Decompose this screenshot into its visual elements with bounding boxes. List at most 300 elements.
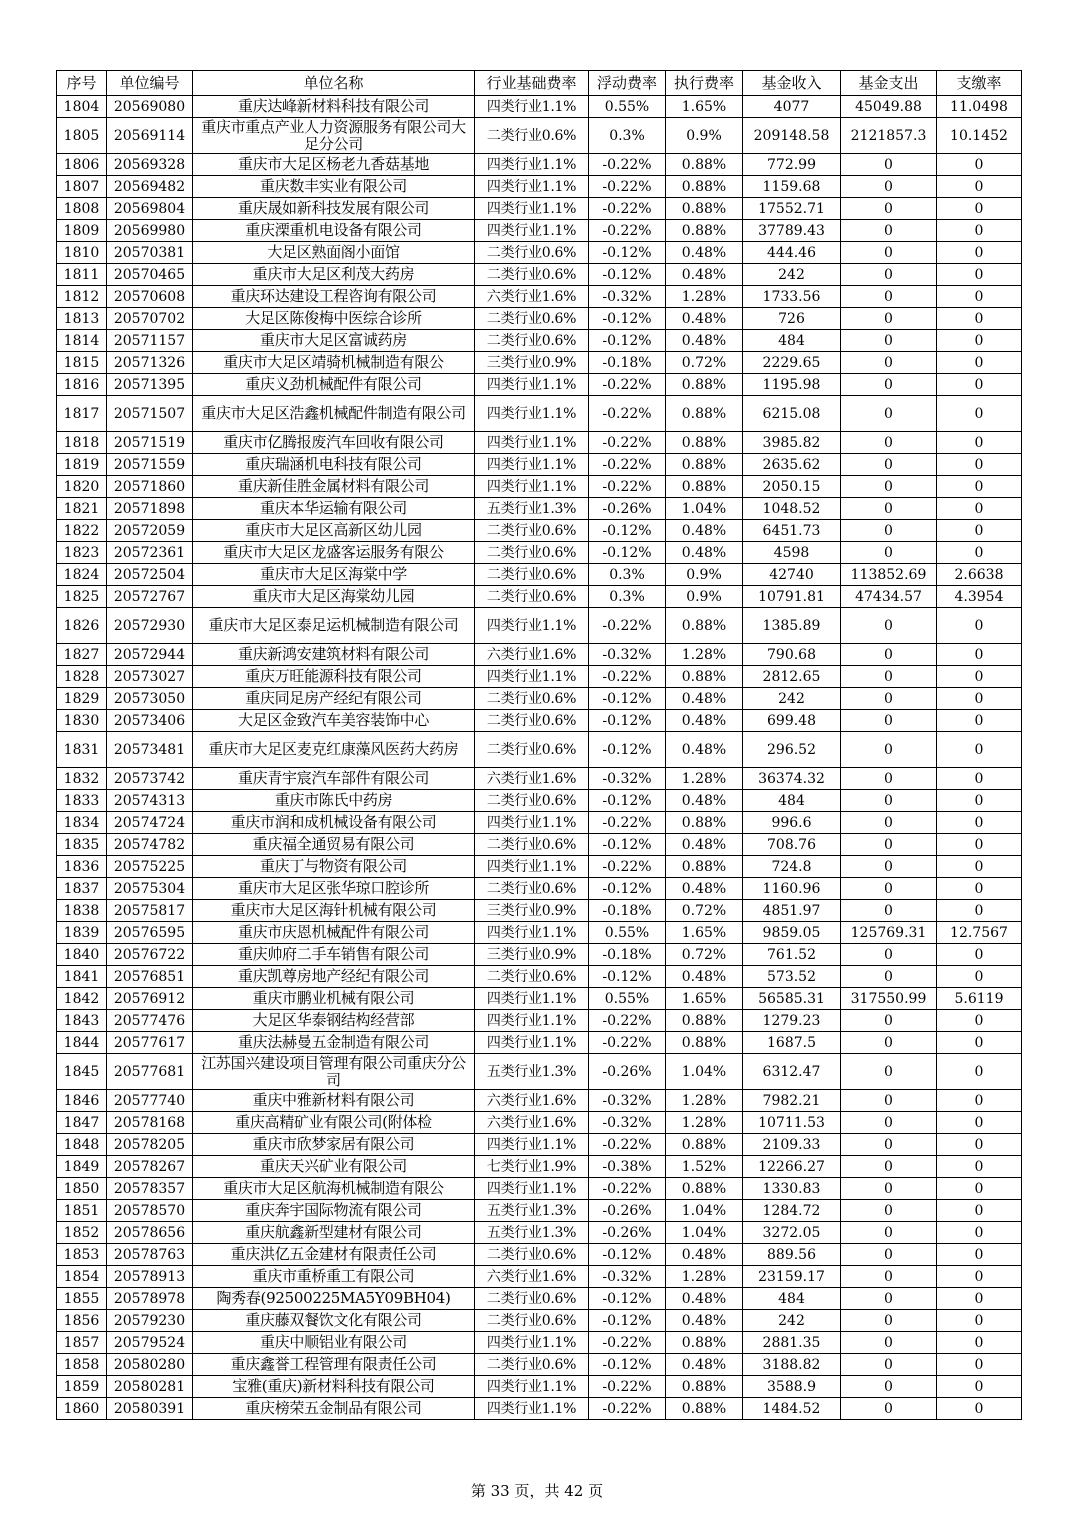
- cell-float-rate: -0.32%: [589, 768, 666, 790]
- cell-unit-code: 20579524: [107, 1332, 193, 1354]
- cell-seq: 1805: [57, 118, 107, 154]
- cell-fund-expense: 0: [841, 1398, 937, 1420]
- cell-seq: 1841: [57, 966, 107, 988]
- cell-float-rate: -0.22%: [589, 1376, 666, 1398]
- cell-payout-ratio: 0: [937, 1244, 1022, 1266]
- cell-unit-name: 重庆市大足区杨老九香菇基地: [193, 154, 475, 176]
- cell-fund-income: 2635.62: [743, 454, 841, 476]
- cell-fund-income: 699.48: [743, 710, 841, 732]
- cell-unit-name: 重庆新佳胜金属材料有限公司: [193, 476, 475, 498]
- cell-float-rate: 0.3%: [589, 118, 666, 154]
- cell-fund-income: 2881.35: [743, 1332, 841, 1354]
- cell-fund-income: 4598: [743, 542, 841, 564]
- cell-fund-expense: 0: [841, 834, 937, 856]
- cell-exec-rate: 1.04%: [666, 1222, 743, 1244]
- cell-float-rate: -0.22%: [589, 198, 666, 220]
- cell-base-rate: 六类行业1.6%: [475, 1090, 589, 1112]
- cell-exec-rate: 1.65%: [666, 96, 743, 118]
- cell-unit-name: 重庆中雅新材料有限公司: [193, 1090, 475, 1112]
- cell-fund-expense: 0: [841, 966, 937, 988]
- cell-exec-rate: 1.28%: [666, 1266, 743, 1288]
- cell-fund-expense: 0: [841, 1054, 937, 1090]
- cell-fund-income: 1279.23: [743, 1010, 841, 1032]
- table-row: [57, 242, 1022, 264]
- cell-seq: 1835: [57, 834, 107, 856]
- cell-unit-name: 重庆奔宇国际物流有限公司: [193, 1200, 475, 1222]
- cell-unit-name: 重庆凯尊房地产经纪有限公司: [193, 966, 475, 988]
- cell-fund-expense: 0: [841, 812, 937, 834]
- cell-unit-name: 重庆市大足区海棠中学: [193, 564, 475, 586]
- cell-fund-income: 726: [743, 308, 841, 330]
- cell-seq: 1816: [57, 374, 107, 396]
- cell-fund-income: 42740: [743, 564, 841, 586]
- fund-table: [56, 70, 1022, 1420]
- cell-base-rate: 四类行业1.1%: [475, 1010, 589, 1032]
- table-row: [57, 856, 1022, 878]
- cell-seq: 1847: [57, 1112, 107, 1134]
- cell-exec-rate: 0.48%: [666, 966, 743, 988]
- cell-seq: 1838: [57, 900, 107, 922]
- cell-base-rate: 二类行业0.6%: [475, 586, 589, 608]
- cell-seq: 1842: [57, 988, 107, 1010]
- cell-base-rate: 六类行业1.6%: [475, 644, 589, 666]
- cell-unit-code: 20574313: [107, 790, 193, 812]
- cell-unit-code: 20577617: [107, 1032, 193, 1054]
- cell-base-rate: 二类行业0.6%: [475, 688, 589, 710]
- cell-fund-expense: 0: [841, 352, 937, 374]
- cell-unit-code: 20578978: [107, 1288, 193, 1310]
- cell-unit-code: 20579230: [107, 1310, 193, 1332]
- cell-payout-ratio: 0: [937, 1222, 1022, 1244]
- cell-exec-rate: 1.28%: [666, 1090, 743, 1112]
- cell-float-rate: -0.22%: [589, 154, 666, 176]
- cell-float-rate: -0.32%: [589, 286, 666, 308]
- cell-unit-name: 重庆数丰实业有限公司: [193, 176, 475, 198]
- cell-seq: 1821: [57, 498, 107, 520]
- cell-base-rate: 五类行业1.3%: [475, 1222, 589, 1244]
- table-row: [57, 710, 1022, 732]
- cell-fund-expense: 0: [841, 710, 937, 732]
- cell-seq: 1858: [57, 1354, 107, 1376]
- cell-unit-code: 20572930: [107, 608, 193, 644]
- cell-fund-income: 3272.05: [743, 1222, 841, 1244]
- table-row: [57, 1398, 1022, 1420]
- cell-exec-rate: 0.88%: [666, 1398, 743, 1420]
- cell-float-rate: -0.22%: [589, 476, 666, 498]
- cell-fund-income: 3188.82: [743, 1354, 841, 1376]
- cell-seq: 1807: [57, 176, 107, 198]
- table-row: [57, 834, 1022, 856]
- table-row: [57, 308, 1022, 330]
- cell-fund-income: 996.6: [743, 812, 841, 834]
- cell-unit-name: 重庆新鸿安建筑材料有限公司: [193, 644, 475, 666]
- cell-unit-name: 重庆市大足区富诚药房: [193, 330, 475, 352]
- cell-unit-code: 20580281: [107, 1376, 193, 1398]
- cell-base-rate: 四类行业1.1%: [475, 220, 589, 242]
- cell-base-rate: 四类行业1.1%: [475, 198, 589, 220]
- cell-float-rate: -0.26%: [589, 1054, 666, 1090]
- cell-float-rate: -0.12%: [589, 966, 666, 988]
- cell-seq: 1817: [57, 396, 107, 432]
- cell-fund-expense: 0: [841, 1032, 937, 1054]
- cell-unit-code: 20576722: [107, 944, 193, 966]
- cell-unit-name: 大足区陈俊梅中医综合诊所: [193, 308, 475, 330]
- cell-seq: 1857: [57, 1332, 107, 1354]
- cell-payout-ratio: 0: [937, 1266, 1022, 1288]
- cell-payout-ratio: 0: [937, 1134, 1022, 1156]
- cell-fund-expense: 0: [841, 374, 937, 396]
- cell-seq: 1806: [57, 154, 107, 176]
- cell-exec-rate: 0.88%: [666, 476, 743, 498]
- cell-payout-ratio: 0: [937, 1054, 1022, 1090]
- cell-fund-expense: 0: [841, 198, 937, 220]
- cell-base-rate: 四类行业1.1%: [475, 96, 589, 118]
- cell-fund-expense: 0: [841, 330, 937, 352]
- table-row: [57, 922, 1022, 944]
- cell-payout-ratio: 0: [937, 666, 1022, 688]
- cell-fund-income: 17552.71: [743, 198, 841, 220]
- cell-fund-income: 3588.9: [743, 1376, 841, 1398]
- cell-float-rate: -0.12%: [589, 688, 666, 710]
- cell-fund-expense: 0: [841, 900, 937, 922]
- cell-unit-code: 20571395: [107, 374, 193, 396]
- cell-fund-expense: 0: [841, 154, 937, 176]
- cell-seq: 1848: [57, 1134, 107, 1156]
- cell-exec-rate: 0.48%: [666, 1354, 743, 1376]
- cell-payout-ratio: 0: [937, 286, 1022, 308]
- cell-seq: 1831: [57, 732, 107, 768]
- cell-payout-ratio: 0: [937, 1398, 1022, 1420]
- cell-base-rate: 二类行业0.6%: [475, 1244, 589, 1266]
- cell-fund-expense: 0: [841, 1222, 937, 1244]
- cell-payout-ratio: 0: [937, 308, 1022, 330]
- table-row: [57, 454, 1022, 476]
- cell-fund-income: 484: [743, 330, 841, 352]
- cell-base-rate: 二类行业0.6%: [475, 834, 589, 856]
- table-row: [57, 812, 1022, 834]
- table-row: [57, 564, 1022, 586]
- cell-base-rate: 三类行业0.9%: [475, 944, 589, 966]
- table-row: [57, 1032, 1022, 1054]
- cell-exec-rate: 0.88%: [666, 1178, 743, 1200]
- cell-fund-income: 1330.83: [743, 1178, 841, 1200]
- cell-unit-code: 20571507: [107, 396, 193, 432]
- cell-payout-ratio: 0: [937, 264, 1022, 286]
- cell-base-rate: 二类行业0.6%: [475, 564, 589, 586]
- cell-fund-income: 23159.17: [743, 1266, 841, 1288]
- cell-float-rate: -0.22%: [589, 1032, 666, 1054]
- cell-exec-rate: 0.88%: [666, 856, 743, 878]
- cell-float-rate: -0.12%: [589, 790, 666, 812]
- cell-base-rate: 四类行业1.1%: [475, 1178, 589, 1200]
- cell-float-rate: -0.18%: [589, 900, 666, 922]
- cell-seq: 1836: [57, 856, 107, 878]
- cell-float-rate: -0.22%: [589, 812, 666, 834]
- cell-unit-code: 20569328: [107, 154, 193, 176]
- cell-payout-ratio: 0: [937, 1032, 1022, 1054]
- cell-exec-rate: 0.48%: [666, 330, 743, 352]
- cell-fund-income: 209148.58: [743, 118, 841, 154]
- cell-fund-income: 4851.97: [743, 900, 841, 922]
- cell-exec-rate: 0.88%: [666, 454, 743, 476]
- cell-exec-rate: 0.88%: [666, 220, 743, 242]
- cell-unit-code: 20572944: [107, 644, 193, 666]
- cell-fund-income: 242: [743, 1310, 841, 1332]
- cell-exec-rate: 0.48%: [666, 790, 743, 812]
- cell-payout-ratio: 2.6638: [937, 564, 1022, 586]
- cell-float-rate: -0.22%: [589, 608, 666, 644]
- cell-float-rate: -0.22%: [589, 1178, 666, 1200]
- cell-base-rate: 四类行业1.1%: [475, 1398, 589, 1420]
- cell-base-rate: 四类行业1.1%: [475, 1134, 589, 1156]
- cell-base-rate: 四类行业1.1%: [475, 374, 589, 396]
- cell-unit-name: 重庆义劲机械配件有限公司: [193, 374, 475, 396]
- cell-unit-code: 20573406: [107, 710, 193, 732]
- cell-fund-income: 1733.56: [743, 286, 841, 308]
- header-payout-ratio: 支缴率: [937, 71, 1022, 96]
- cell-float-rate: -0.22%: [589, 856, 666, 878]
- cell-exec-rate: 0.88%: [666, 432, 743, 454]
- cell-fund-income: 1195.98: [743, 374, 841, 396]
- cell-payout-ratio: 0: [937, 688, 1022, 710]
- cell-float-rate: -0.12%: [589, 520, 666, 542]
- cell-unit-code: 20573742: [107, 768, 193, 790]
- cell-float-rate: -0.12%: [589, 1288, 666, 1310]
- cell-payout-ratio: 0: [937, 198, 1022, 220]
- cell-seq: 1824: [57, 564, 107, 586]
- cell-fund-expense: 0: [841, 454, 937, 476]
- cell-unit-name: 重庆市大足区龙盛客运服务有限公: [193, 542, 475, 564]
- cell-float-rate: -0.12%: [589, 242, 666, 264]
- cell-unit-name: 重庆万旺能源科技有限公司: [193, 666, 475, 688]
- table-row: [57, 96, 1022, 118]
- cell-unit-code: 20577476: [107, 1010, 193, 1032]
- cell-fund-expense: 2121857.3: [841, 118, 937, 154]
- cell-unit-code: 20574782: [107, 834, 193, 856]
- table-row: [57, 198, 1022, 220]
- cell-base-rate: 四类行业1.1%: [475, 176, 589, 198]
- cell-base-rate: 五类行业1.3%: [475, 1200, 589, 1222]
- cell-base-rate: 四类行业1.1%: [475, 1032, 589, 1054]
- cell-payout-ratio: 0: [937, 1310, 1022, 1332]
- cell-unit-code: 20578570: [107, 1200, 193, 1222]
- cell-fund-income: 1385.89: [743, 608, 841, 644]
- cell-float-rate: -0.12%: [589, 330, 666, 352]
- cell-unit-name: 重庆市重桥重工有限公司: [193, 1266, 475, 1288]
- cell-float-rate: -0.26%: [589, 1200, 666, 1222]
- cell-exec-rate: 0.48%: [666, 542, 743, 564]
- cell-payout-ratio: 0: [937, 1332, 1022, 1354]
- cell-float-rate: -0.22%: [589, 454, 666, 476]
- cell-unit-name: 重庆市大足区海针机械有限公司: [193, 900, 475, 922]
- cell-exec-rate: 1.04%: [666, 1200, 743, 1222]
- cell-base-rate: 四类行业1.1%: [475, 608, 589, 644]
- cell-fund-expense: 0: [841, 176, 937, 198]
- cell-base-rate: 二类行业0.6%: [475, 520, 589, 542]
- table-row: [57, 988, 1022, 1010]
- cell-unit-code: 20571860: [107, 476, 193, 498]
- cell-fund-income: 242: [743, 264, 841, 286]
- cell-unit-code: 20578267: [107, 1156, 193, 1178]
- table-row: [57, 1266, 1022, 1288]
- cell-fund-income: 6451.73: [743, 520, 841, 542]
- table-row: [57, 1332, 1022, 1354]
- cell-base-rate: 二类行业0.6%: [475, 1288, 589, 1310]
- cell-fund-expense: 0: [841, 220, 937, 242]
- cell-seq: 1840: [57, 944, 107, 966]
- cell-unit-code: 20576851: [107, 966, 193, 988]
- cell-fund-expense: 0: [841, 666, 937, 688]
- cell-base-rate: 四类行业1.1%: [475, 432, 589, 454]
- cell-unit-name: 重庆青宇宸汽车部件有限公司: [193, 768, 475, 790]
- cell-float-rate: -0.22%: [589, 666, 666, 688]
- cell-fund-income: 724.8: [743, 856, 841, 878]
- cell-float-rate: 0.55%: [589, 988, 666, 1010]
- table-row: [57, 374, 1022, 396]
- cell-exec-rate: 1.65%: [666, 922, 743, 944]
- cell-base-rate: 二类行业0.6%: [475, 732, 589, 768]
- cell-unit-name: 重庆藤双餐饮文化有限公司: [193, 1310, 475, 1332]
- header-base-rate: 行业基础费率: [475, 71, 589, 96]
- cell-base-rate: 六类行业1.6%: [475, 1266, 589, 1288]
- table-row: [57, 1178, 1022, 1200]
- cell-unit-name: 重庆市庆恩机械配件有限公司: [193, 922, 475, 944]
- cell-fund-expense: 0: [841, 432, 937, 454]
- cell-payout-ratio: 0: [937, 1200, 1022, 1222]
- cell-payout-ratio: 0: [937, 1178, 1022, 1200]
- cell-unit-name: 重庆市陈氏中药房: [193, 790, 475, 812]
- cell-float-rate: -0.12%: [589, 1310, 666, 1332]
- cell-unit-code: 20570702: [107, 308, 193, 330]
- cell-unit-name: 大足区熟面阁小面馆: [193, 242, 475, 264]
- cell-exec-rate: 0.48%: [666, 710, 743, 732]
- cell-exec-rate: 1.52%: [666, 1156, 743, 1178]
- cell-seq: 1855: [57, 1288, 107, 1310]
- cell-payout-ratio: 0: [937, 834, 1022, 856]
- cell-payout-ratio: 0: [937, 1376, 1022, 1398]
- table-row: [57, 666, 1022, 688]
- cell-unit-name: 重庆本华运输有限公司: [193, 498, 475, 520]
- cell-payout-ratio: 0: [937, 154, 1022, 176]
- cell-base-rate: 五类行业1.3%: [475, 1054, 589, 1090]
- cell-unit-name: 重庆丁与物资有限公司: [193, 856, 475, 878]
- cell-base-rate: 二类行业0.6%: [475, 330, 589, 352]
- cell-exec-rate: 0.88%: [666, 1010, 743, 1032]
- cell-payout-ratio: 0: [937, 330, 1022, 352]
- cell-unit-code: 20570381: [107, 242, 193, 264]
- cell-seq: 1845: [57, 1054, 107, 1090]
- cell-fund-expense: 0: [841, 732, 937, 768]
- cell-unit-name: 大足区华泰钢结构经营部: [193, 1010, 475, 1032]
- cell-unit-name: 重庆市鹏业机械有限公司: [193, 988, 475, 1010]
- cell-base-rate: 六类行业1.6%: [475, 768, 589, 790]
- cell-unit-name: 重庆市大足区浩鑫机械配件制造有限公司: [193, 396, 475, 432]
- table-row: [57, 154, 1022, 176]
- cell-exec-rate: 0.48%: [666, 264, 743, 286]
- cell-unit-code: 20569080: [107, 96, 193, 118]
- table-row: [57, 644, 1022, 666]
- table-row: [57, 1090, 1022, 1112]
- cell-unit-name: 重庆中顺铝业有限公司: [193, 1332, 475, 1354]
- table-row: [57, 1054, 1022, 1090]
- cell-fund-income: 484: [743, 790, 841, 812]
- cell-fund-expense: 0: [841, 396, 937, 432]
- cell-unit-code: 20569980: [107, 220, 193, 242]
- cell-exec-rate: 0.88%: [666, 1332, 743, 1354]
- cell-float-rate: -0.32%: [589, 1266, 666, 1288]
- cell-seq: 1820: [57, 476, 107, 498]
- cell-base-rate: 四类行业1.1%: [475, 154, 589, 176]
- cell-fund-income: 761.52: [743, 944, 841, 966]
- cell-seq: 1843: [57, 1010, 107, 1032]
- cell-fund-expense: 0: [841, 242, 937, 264]
- cell-unit-name: 重庆市大足区高新区幼儿园: [193, 520, 475, 542]
- cell-unit-name: 重庆市欣梦家居有限公司: [193, 1134, 475, 1156]
- cell-fund-expense: 0: [841, 1244, 937, 1266]
- table-row: [57, 476, 1022, 498]
- cell-exec-rate: 1.28%: [666, 768, 743, 790]
- cell-exec-rate: 0.88%: [666, 1032, 743, 1054]
- table-row: [57, 542, 1022, 564]
- cell-base-rate: 三类行业0.9%: [475, 352, 589, 374]
- cell-unit-code: 20569114: [107, 118, 193, 154]
- cell-fund-income: 772.99: [743, 154, 841, 176]
- header-unit-code: 单位编号: [107, 71, 193, 96]
- cell-float-rate: -0.12%: [589, 264, 666, 286]
- cell-unit-name: 重庆市大足区麦克红康藻风医药大药房: [193, 732, 475, 768]
- cell-fund-expense: 0: [841, 308, 937, 330]
- cell-base-rate: 二类行业0.6%: [475, 1310, 589, 1332]
- cell-float-rate: -0.12%: [589, 878, 666, 900]
- cell-seq: 1849: [57, 1156, 107, 1178]
- cell-float-rate: -0.12%: [589, 732, 666, 768]
- cell-float-rate: -0.22%: [589, 1134, 666, 1156]
- cell-unit-name: 重庆市重点产业人力资源服务有限公司大足分公司: [193, 118, 475, 154]
- cell-fund-income: 7982.21: [743, 1090, 841, 1112]
- table-row: [57, 1156, 1022, 1178]
- table-row: [57, 1354, 1022, 1376]
- cell-base-rate: 二类行业0.6%: [475, 118, 589, 154]
- cell-seq: 1815: [57, 352, 107, 374]
- cell-unit-code: 20578913: [107, 1266, 193, 1288]
- cell-exec-rate: 0.9%: [666, 586, 743, 608]
- cell-exec-rate: 0.48%: [666, 1244, 743, 1266]
- cell-unit-name: 重庆帅府二手车销售有限公司: [193, 944, 475, 966]
- cell-unit-name: 陶秀春(92500225MA5Y09BH04): [193, 1288, 475, 1310]
- table-row: [57, 688, 1022, 710]
- cell-fund-income: 296.52: [743, 732, 841, 768]
- page-footer: 第 33 页，共 42 页: [470, 1482, 604, 1500]
- cell-float-rate: -0.26%: [589, 498, 666, 520]
- cell-fund-income: 4077: [743, 96, 841, 118]
- cell-base-rate: 二类行业0.6%: [475, 542, 589, 564]
- cell-float-rate: -0.32%: [589, 644, 666, 666]
- cell-seq: 1839: [57, 922, 107, 944]
- cell-unit-code: 20571898: [107, 498, 193, 520]
- cell-exec-rate: 0.48%: [666, 878, 743, 900]
- cell-unit-code: 20572504: [107, 564, 193, 586]
- cell-fund-expense: 0: [841, 608, 937, 644]
- cell-exec-rate: 0.48%: [666, 520, 743, 542]
- cell-fund-expense: 0: [841, 1288, 937, 1310]
- cell-unit-name: 重庆市大足区利茂大药房: [193, 264, 475, 286]
- cell-base-rate: 二类行业0.6%: [475, 710, 589, 732]
- cell-payout-ratio: 4.3954: [937, 586, 1022, 608]
- cell-float-rate: -0.12%: [589, 308, 666, 330]
- cell-payout-ratio: 0: [937, 498, 1022, 520]
- cell-seq: 1814: [57, 330, 107, 352]
- cell-seq: 1828: [57, 666, 107, 688]
